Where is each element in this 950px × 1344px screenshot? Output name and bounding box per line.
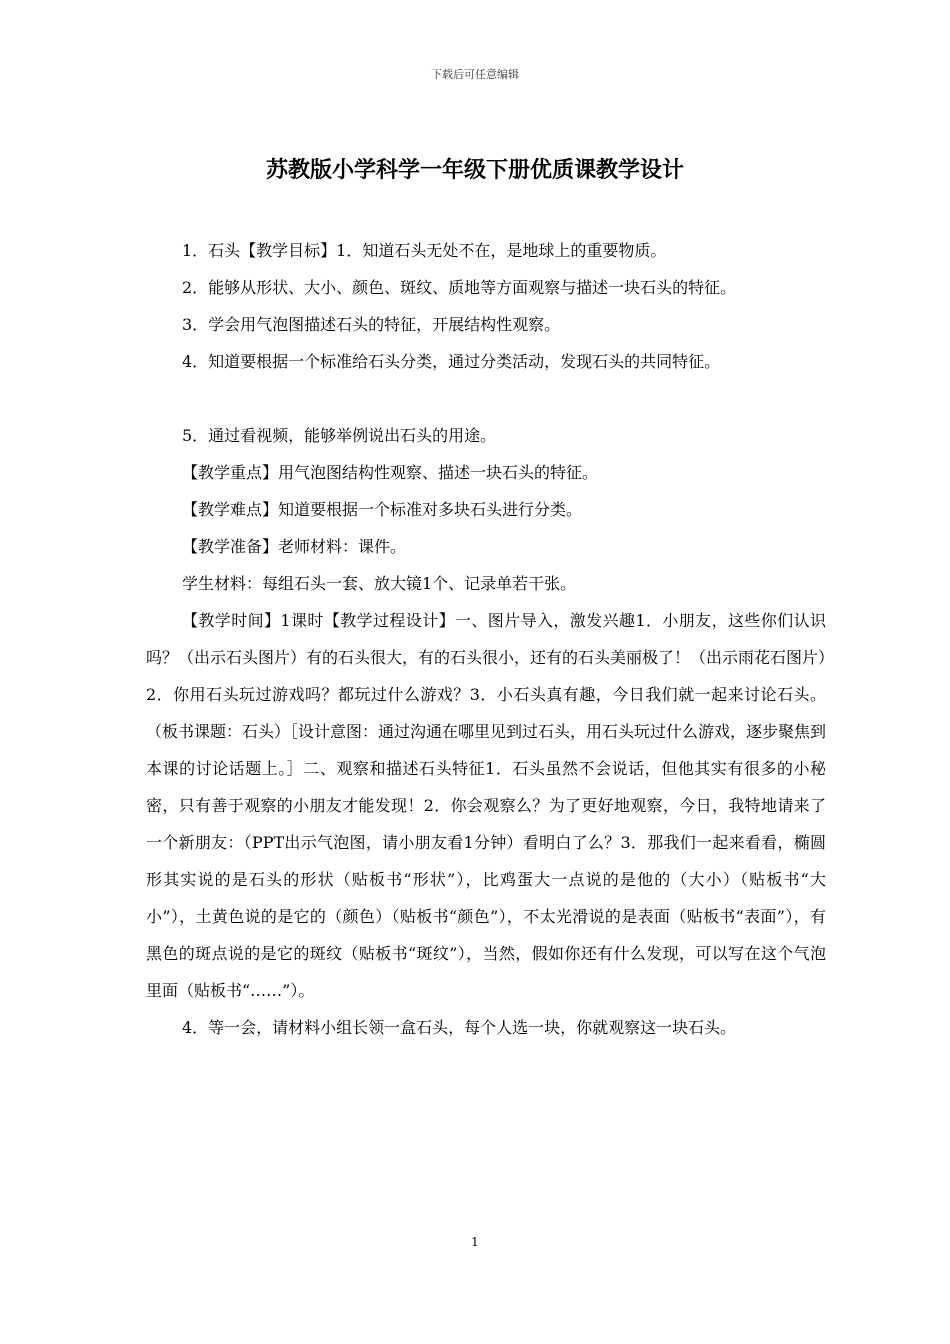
paragraph-teaching-process: 【教学时间】1课时【教学过程设计】一、图片导入，激发兴趣1．小朋友，这些你们认识吗？（出示石头图片）有的石头很大，有的石头很小，还有的石头美丽极了！（出示雨花石图片）2．你用石头玩过游戏吗？都玩过什么游戏？3．小石头真有趣，今日我们就一起来讨论石头。（板书课题：石头）［设计意图：通过沟通在哪里见到过石头，用石头玩过什么游戏，逐步聚焦到本课的讨论话题上。］二、观察和描述石头特征1．石头虽然不会说话，但他其实有很多的小秘密，只有善于观察的小朋友才能发现！2．你会观察么？为了更好地观察，今日，我特地请来了一个新朋友：（PPT出示气泡图，请小朋友看1分钟）看明白了么？3．那我们一起来看看，椭圆形其实说的是石头的形状（贴板书“形状”），比鸡蛋大一点说的是他的（大小）（贴板书“大小”），土黄色说的是它的（颜色）（贴板书“颜色”），不太光滑说的是表面（贴板书“表面”），有黑色的斑点说的是它的斑纹（贴板书“斑纹”），当然，假如你还有什么发现，可以写在这个气泡里面（贴板书“……”）。 [146, 611, 827, 1000]
document-body [146, 232, 826, 1046]
paragraph-objective-3: 3．学会用气泡图描述石头的特征，开展结构性观察。 [182, 315, 561, 334]
paragraph-objective-2: 2．能够从形状、大小、颜色、斑纹、质地等方面观察与描述一块石头的特征。 [182, 278, 737, 297]
paragraph-preparation: 【教学准备】老师材料：课件。 [182, 537, 407, 556]
paragraph-key-point: 【教学重点】用气泡图结构性观察、描述一块石头的特征。 [182, 463, 599, 482]
paragraph-group-activity: 4．等一会，请材料小组长领一盒石头，每个人选一块，你就观察这一块石头。 [182, 1018, 737, 1037]
paragraph-difficulty: 【教学难点】知道要根据一个标准对多块石头进行分类。 [182, 500, 583, 519]
paragraph-objective-4: 4．知道要根据一个标准给石头分类，通过分类活动，发现石头的共同特征。 [182, 352, 721, 371]
paragraph-objective-1: 1．石头【教学目标】1．知道石头无处不在，是地球上的重要物质。 [182, 241, 667, 260]
document-title: 苏教版小学科学一年级下册优质课教学设计 [265, 158, 684, 183]
paragraph-objective-5: 5．通过看视频，能够举例说出石头的用途。 [182, 426, 497, 445]
paragraph-student-materials: 学生材料：每组石头一套、放大镜1个、记录单若干张。 [182, 574, 577, 593]
page-number: 1 [471, 1235, 479, 1249]
page-header: 下载后可任意编辑 [431, 68, 519, 81]
